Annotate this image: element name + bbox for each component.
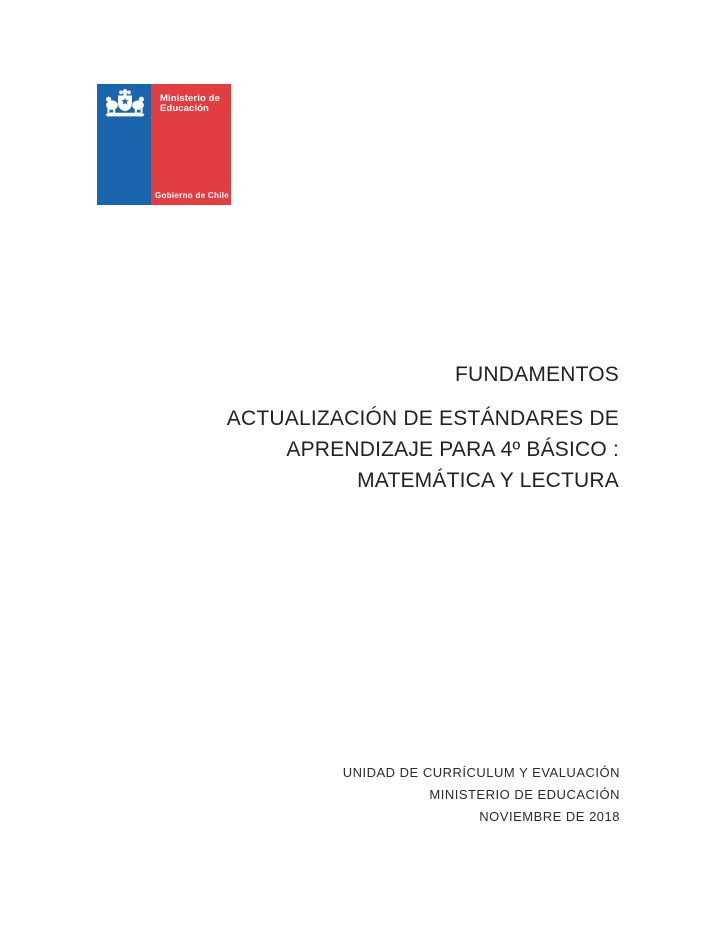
- title-line-2: APRENDIZAJE PARA 4º BÁSICO :: [286, 438, 619, 461]
- title-block: [227, 359, 619, 496]
- title-line-1: ACTUALIZACIÓN DE ESTÁNDARES DE: [226, 407, 619, 430]
- footer-line-2: MINISTERIO DE EDUCACIÓN: [429, 787, 620, 802]
- mineduc-logo: [97, 84, 231, 205]
- footer-line-3: NOVIEMBRE DE 2018: [479, 809, 620, 824]
- chile-coat-of-arms-icon: [104, 89, 146, 119]
- logo-red-panel: [151, 84, 231, 205]
- logo-blue-panel: [97, 84, 151, 205]
- ministry-name-line2: Educación: [160, 102, 209, 114]
- title-line-3: MATEMÁTICA Y LECTURA: [357, 469, 619, 492]
- ministry-name-line1: Ministerio de: [160, 93, 220, 104]
- government-label: Gobierno de Chile: [155, 191, 229, 200]
- ministry-name: [160, 94, 220, 113]
- document-heading: FUNDAMENTOS: [455, 363, 619, 386]
- footer-block: [343, 762, 620, 828]
- footer-line-1: UNIDAD DE CURRÍCULUM Y EVALUACIÓN: [342, 765, 620, 780]
